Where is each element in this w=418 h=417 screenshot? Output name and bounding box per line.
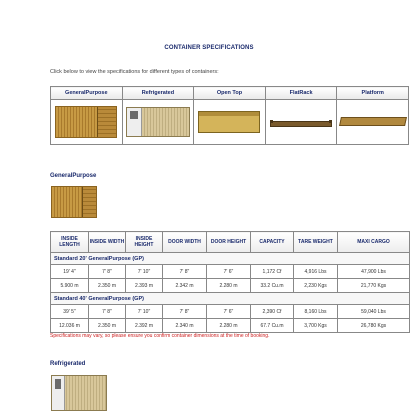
table-cell: 12.036 m (51, 319, 89, 333)
table-cell: 2.350 m (89, 319, 126, 333)
table-cell: 47,900 Lbs (338, 265, 410, 279)
table-cell: 7' 10" (126, 265, 163, 279)
table-cell: 59,040 Lbs (338, 305, 410, 319)
page-title: CONTAINER SPECIFICATIONS (164, 45, 254, 51)
table-cell: 4,916 Lbs (294, 265, 338, 279)
type-platform-cell[interactable] (337, 100, 409, 145)
col-header: TARE WEIGHT (294, 232, 338, 253)
table-cell: 2.280 m (207, 279, 251, 293)
table-row (51, 305, 410, 319)
col-header: DOOR HEIGHT (207, 232, 251, 253)
refrigerated-container-image[interactable] (126, 107, 190, 137)
specifications-disclaimer: Specifications may vary, so please ensure you confirm container dimensions at the time of booking. (50, 333, 270, 339)
flat-rack-container-image[interactable] (270, 117, 332, 127)
type-open-top-cell[interactable] (194, 100, 266, 145)
table-cell: 2.393 m (126, 279, 163, 293)
type-flat-rack-cell[interactable] (265, 100, 337, 145)
type-general-purpose-label[interactable]: GeneralPurpose (51, 87, 123, 100)
type-general-purpose-cell[interactable] (51, 100, 123, 145)
table-cell: 2,390 Cf (251, 305, 294, 319)
table-cell: 5.900 m (51, 279, 89, 293)
section-heading-general-purpose: GeneralPurpose (50, 173, 97, 179)
general-purpose-spec-table (50, 231, 410, 333)
type-refrigerated-label[interactable]: Refrigerated (122, 87, 194, 100)
type-flat-rack-label[interactable]: FlatRack (265, 87, 337, 100)
type-open-top-label[interactable]: Open Top (194, 87, 266, 100)
col-header: INSIDE WIDTH (89, 232, 126, 253)
table-cell: 2,230 Kgs (294, 279, 338, 293)
table-cell: 39' 5" (51, 305, 89, 319)
table-cell: 7' 8" (89, 305, 126, 319)
table-cell: 2.350 m (89, 279, 126, 293)
table-cell: 7' 8" (163, 305, 207, 319)
table-cell: 19' 4" (51, 265, 89, 279)
platform-container-image[interactable] (339, 117, 407, 126)
container-type-selector (50, 86, 409, 145)
type-refrigerated-cell[interactable] (122, 100, 194, 145)
table-cell: 26,780 Kgs (338, 319, 410, 333)
table-cell: 2.342 m (163, 279, 207, 293)
table-row (51, 265, 410, 279)
type-platform-label[interactable]: Platform (337, 87, 409, 100)
table-cell: 2.392 m (126, 319, 163, 333)
section-heading-refrigerated: Refrigerated (50, 361, 86, 367)
table-cell: 7' 6" (207, 265, 251, 279)
col-header: MAXI CARGO (338, 232, 410, 253)
group-title: Standard 20' GeneralPurpose (GP) (51, 253, 410, 265)
table-cell: 7' 8" (163, 265, 207, 279)
table-cell: 3,700 Kgs (294, 319, 338, 333)
table-cell: 33.2 Cu.m (251, 279, 294, 293)
table-cell: 7' 10" (126, 305, 163, 319)
col-header: CAPACITY (251, 232, 294, 253)
col-header: INSIDE LENGTH (51, 232, 89, 253)
general-purpose-container-image[interactable] (55, 106, 117, 138)
table-cell: 7' 8" (89, 265, 126, 279)
refrigerated-container-photo (51, 375, 107, 411)
table-row (51, 279, 410, 293)
group-title: Standard 40' GeneralPurpose (GP) (51, 293, 410, 305)
intro-text: Click below to view the specifications for different types of containers: (50, 69, 219, 75)
general-purpose-container-photo (51, 186, 97, 218)
table-cell: 2.280 m (207, 319, 251, 333)
table-cell: 7' 6" (207, 305, 251, 319)
table-cell: 1,172 Cf (251, 265, 294, 279)
table-cell: 67.7 Cu.m (251, 319, 294, 333)
col-header: INSIDE HEIGHT (126, 232, 163, 253)
table-cell: 2.340 m (163, 319, 207, 333)
table-cell: 8,160 Lbs (294, 305, 338, 319)
table-row (51, 319, 410, 333)
table-cell: 21,770 Kgs (338, 279, 410, 293)
open-top-container-image[interactable] (198, 111, 260, 133)
col-header: DOOR WIDTH (163, 232, 207, 253)
